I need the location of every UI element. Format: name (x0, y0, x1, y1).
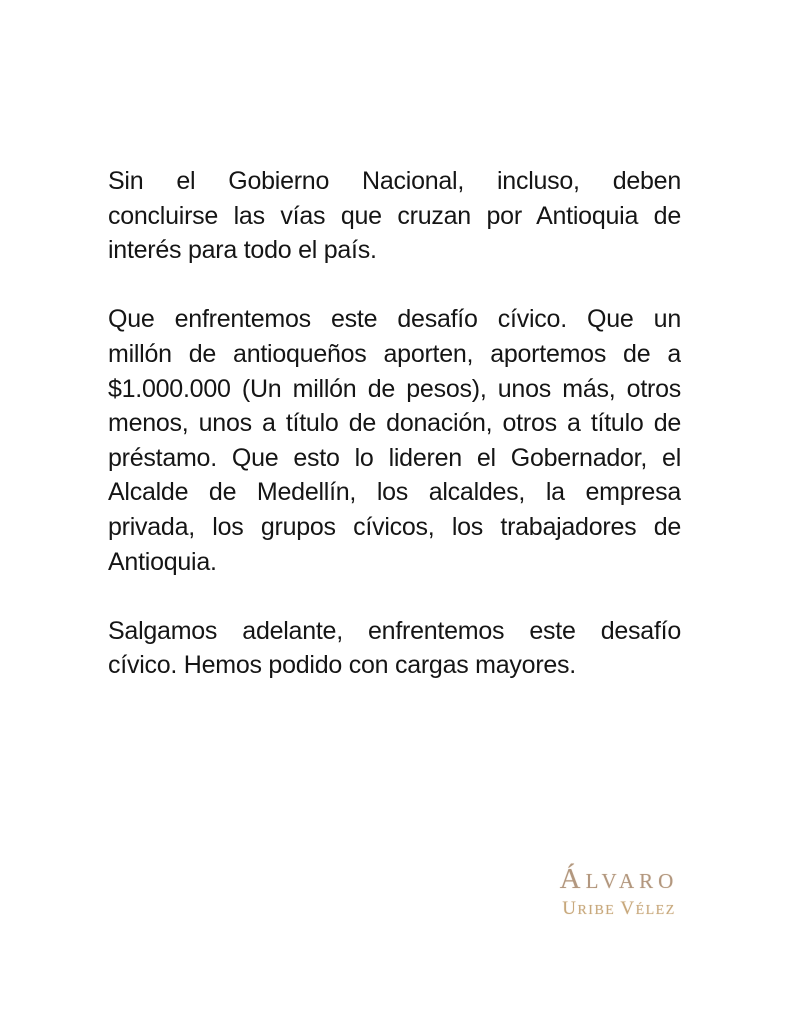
paragraph-3 (108, 614, 681, 683)
text-line: cívico. Hemos podido con cargas mayores. (108, 651, 576, 680)
text-line: menos, unos a título de donación, otros a título de (108, 409, 681, 438)
text-line: préstamo. Que esto lo lideren el Gobernador, el (108, 443, 681, 472)
text-block (108, 164, 681, 683)
text-line: interés para todo el país. (108, 236, 377, 265)
paragraph-2 (108, 302, 681, 579)
text-line: Que enfrentemos este desafío cívico. Que un (108, 305, 681, 334)
text-line: concluirse las vías que cruzan por Antioquia de (108, 201, 681, 230)
text-line: Antioquia. (108, 547, 217, 576)
text-line: Salgamos adelante, enfrentemos este desafío (108, 616, 681, 645)
signature-first-name: ÁLVARO (559, 863, 679, 895)
paragraph-1 (108, 164, 681, 268)
signature-last-name: URIBE VÉLEZ (562, 898, 676, 919)
text-line: millón de antioqueños aporten, aportemos de a (108, 339, 681, 368)
signature-logo (549, 860, 689, 919)
text-line: Alcalde de Medellín, los alcaldes, la empresa (108, 478, 681, 507)
text-line: $1.000.000 (Un millón de pesos), unos más, otros (108, 374, 681, 403)
text-line: privada, los grupos cívicos, los trabajadores de (108, 512, 681, 541)
text-line: Sin el Gobierno Nacional, incluso, deben (108, 167, 681, 195)
